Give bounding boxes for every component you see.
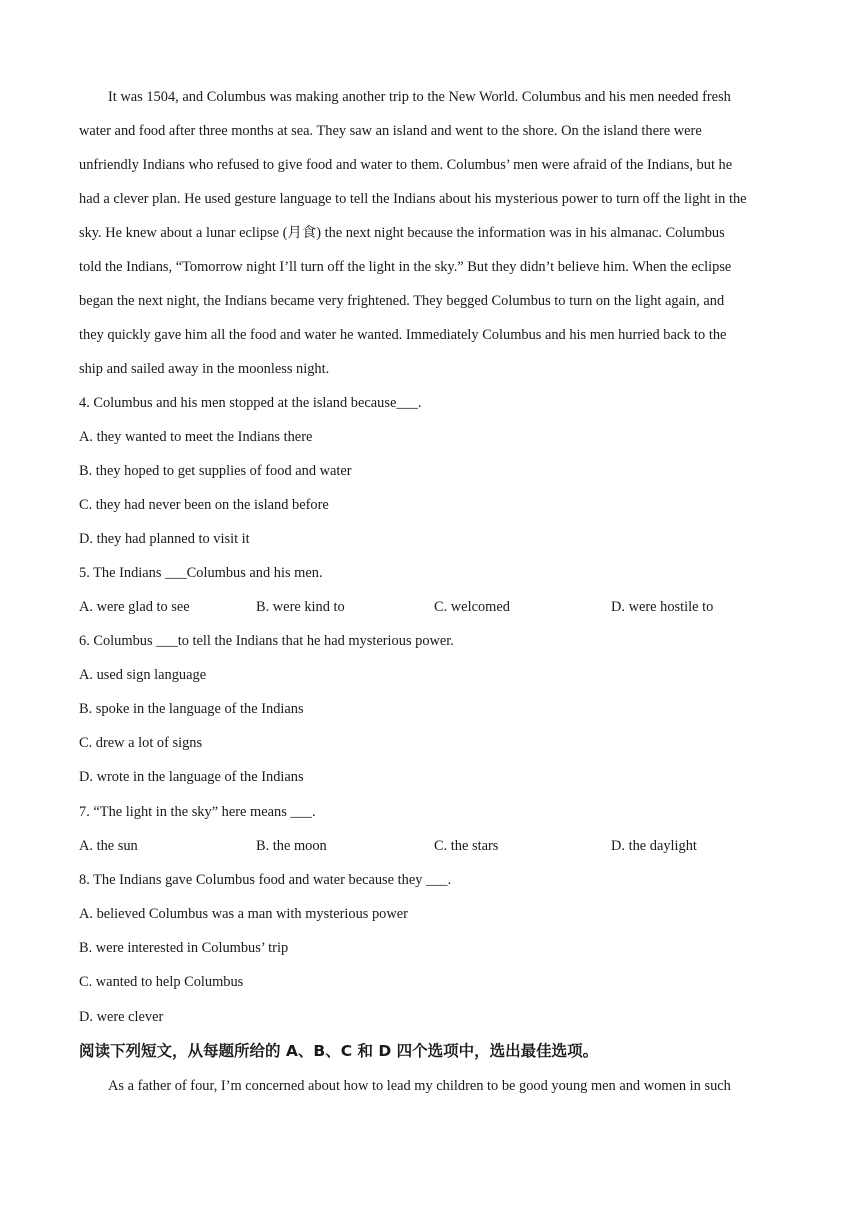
- question-stem: 4. Columbus and his men stopped at the island because___.: [79, 395, 422, 411]
- question-stem: 5. The Indians ___Columbus and his men.: [79, 565, 323, 581]
- option-a[interactable]: A. the sun: [79, 838, 138, 854]
- option-b[interactable]: B. they hoped to get supplies of food and water: [79, 463, 352, 479]
- option-a[interactable]: A. were glad to see: [79, 599, 190, 615]
- option-c[interactable]: C. wanted to help Columbus: [79, 974, 244, 990]
- passage-line: It was 1504, and Columbus was making another trip to the New World. Columbus and his men needed fresh: [108, 89, 731, 105]
- option-b[interactable]: B. the moon: [256, 838, 327, 854]
- option-d[interactable]: D. they had planned to visit it: [79, 531, 250, 547]
- option-a[interactable]: A. used sign language: [79, 667, 207, 683]
- option-b[interactable]: B. were interested in Columbus’ trip: [79, 940, 289, 956]
- passage-line: ship and sailed away in the moonless night.: [79, 361, 330, 377]
- passage-line: had a clever plan. He used gesture language to tell the Indians about his mysterious power to turn off the light in the: [79, 191, 747, 207]
- passage-line: sky. He knew about a lunar eclipse (月食) the next night because the information was in his almanac. Columbus: [79, 225, 725, 241]
- option-d[interactable]: D. were hostile to: [611, 599, 714, 615]
- option-d[interactable]: D. the daylight: [611, 838, 697, 854]
- option-c[interactable]: C. drew a lot of signs: [79, 735, 203, 751]
- question-stem: 8. The Indians gave Columbus food and water because they ___.: [79, 872, 452, 888]
- option-d[interactable]: D. were clever: [79, 1009, 164, 1025]
- passage-line: told the Indians, “Tomorrow night I’ll turn off the light in the sky.” But they didn’t believe him. When the eclipse: [79, 259, 732, 275]
- option-c[interactable]: C. welcomed: [434, 599, 510, 615]
- option-a[interactable]: A. believed Columbus was a man with mysterious power: [79, 906, 408, 922]
- passage-2-line: As a father of four, I’m concerned about how to lead my children to be good young men and women in such: [108, 1078, 731, 1094]
- passage-line: they quickly gave him all the food and water he wanted. Immediately Columbus and his men hurried back to the: [79, 327, 727, 343]
- option-c[interactable]: C. they had never been on the island before: [79, 497, 329, 513]
- passage-line: water and food after three months at sea. They saw an island and went to the shore. On the island there were: [79, 123, 702, 139]
- question-stem: 6. Columbus ___to tell the Indians that he had mysterious power.: [79, 633, 454, 649]
- passage-line: unfriendly Indians who refused to give food and water to them. Columbus’ men were afraid of the Indians, but he: [79, 157, 733, 173]
- option-d[interactable]: D. wrote in the language of the Indians: [79, 769, 304, 785]
- option-b[interactable]: B. were kind to: [256, 599, 345, 615]
- section-instruction: 阅读下列短文，从每题所给的 A、B、C 和 D 四个选项中，选出最佳选项。: [79, 1042, 599, 1060]
- option-c[interactable]: C. the stars: [434, 838, 499, 854]
- passage-line: began the next night, the Indians became very frightened. They begged Columbus to turn on the light again, and: [79, 293, 725, 309]
- option-b[interactable]: B. spoke in the language of the Indians: [79, 701, 304, 717]
- question-stem: 7. “The light in the sky” here means ___.: [79, 804, 316, 820]
- option-a[interactable]: A. they wanted to meet the Indians there: [79, 429, 313, 445]
